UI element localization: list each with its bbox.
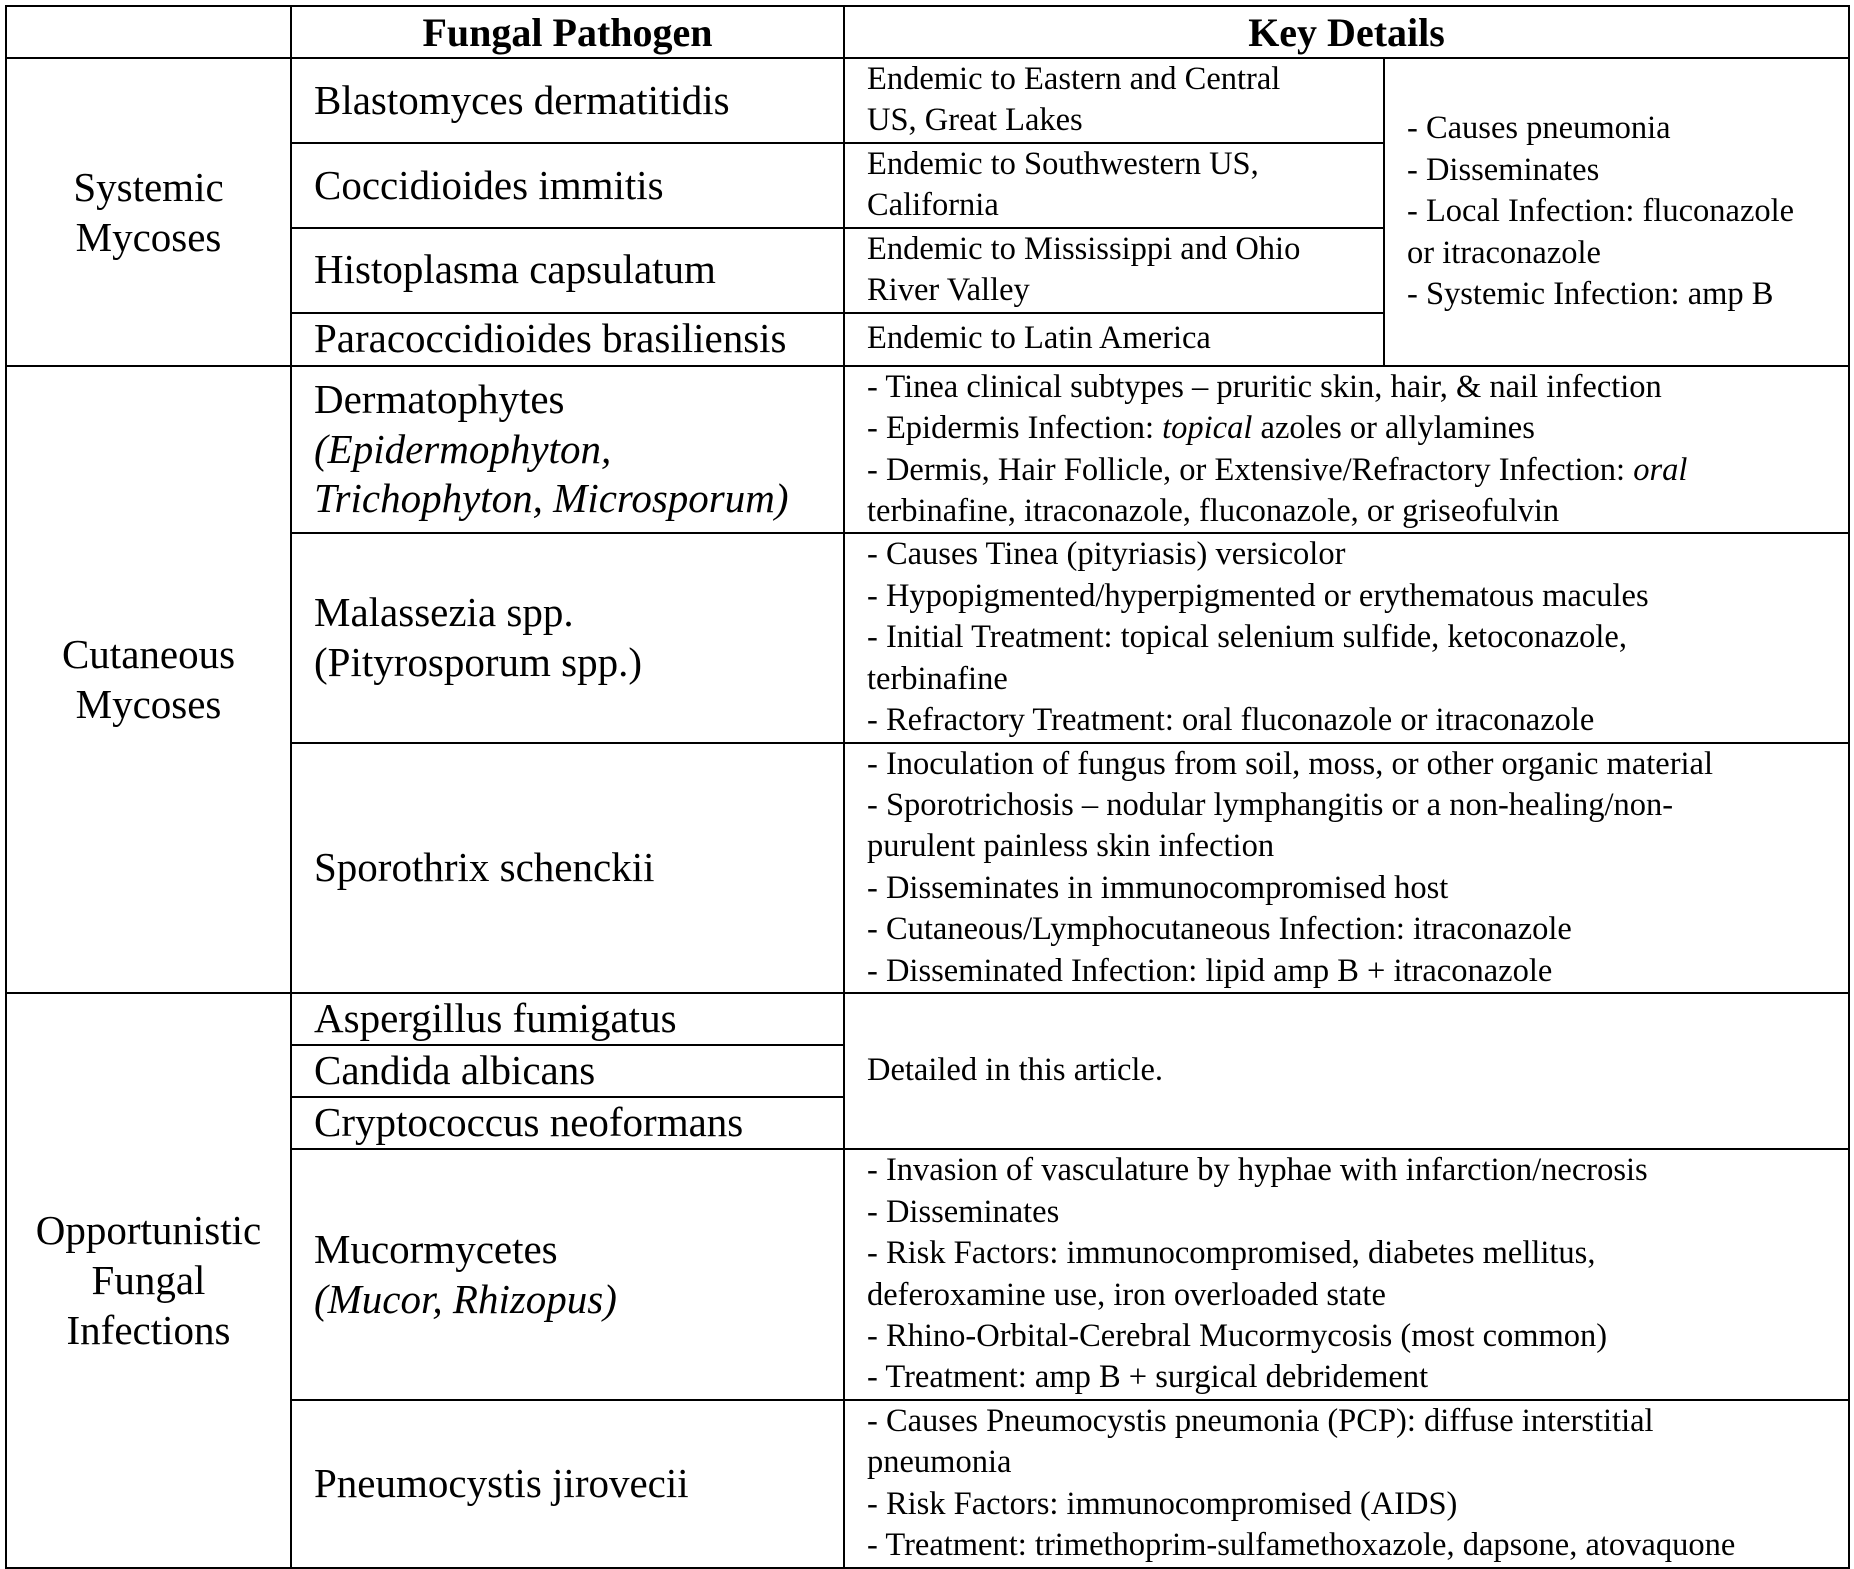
pneumocystis-details: - Causes Pneumocystis pneumonia (PCP): diffuse interstitial pneumonia - Risk Factors: immunocompromised (AIDS) - Treatment: trimethoprim-sulfamethoxazole, dapsone, atovaquone [844,1400,1849,1568]
pathogen-name: Cryptococcus neoformans [291,1097,844,1149]
pathogen-genera: Trichophyton, Microsporum) [314,475,789,522]
pathogen-dermatophytes [291,366,844,534]
table-row [6,58,1849,143]
category-label: Cutaneous [61,631,236,678]
category-opportunistic-fungal-infections [6,993,291,1567]
pathogen-name: Blastomyces dermatitidis [291,58,844,143]
pathogen-name: Mucormycetes [314,1225,558,1272]
systemic-shared-details: - Causes pneumonia - Disseminates - Local Infection: fluconazole or itraconazole - Systemic Infection: amp B [1384,58,1849,366]
pathogen-malassezia [291,533,844,742]
pathogen-name: Histoplasma capsulatum [291,228,844,313]
mucormycetes-details: - Invasion of vasculature by hyphae with infarction/necrosis - Disseminates - Risk Factors: immunocompromised, diabetes mellitus, deferoxamine use, iron overloaded state - Rhino-Orbital-Cerebral Mucormycosis (most common) - Treatment: amp B + surgical debridement [844,1149,1849,1400]
header-key-details: Key Details [844,6,1849,58]
endemic-location: Endemic to Southwestern US, California [844,143,1384,228]
header-row [6,6,1849,58]
dermatophytes-details: - Tinea clinical subtypes – pruritic skin, hair, & nail infection - Epidermis Infection: topical azoles or allylamines - Dermis, Hair Follicle, or Extensive/Refractory Infection: oral terbinafine, itraconazole, fluconazole, or griseofulvin [844,366,1849,534]
category-systemic-mycoses [6,58,291,366]
category-label: Mycoses [75,213,222,260]
pathogen-genera: (Mucor, Rhizopus) [314,1275,617,1322]
pathogen-name: Sporothrix schenckii [291,743,844,994]
category-label: Fungal [91,1257,206,1304]
table-row [6,993,1849,1045]
category-cutaneous-mycoses [6,366,291,994]
category-label: Infections [66,1307,231,1354]
pathogen-name: Aspergillus fumigatus [291,993,844,1045]
header-fungal-pathogen: Fungal Pathogen [291,6,844,58]
pathogen-mucormycetes [291,1149,844,1400]
sporothrix-details: - Inoculation of fungus from soil, moss, or other organic material - Sporotrichosis – nodular lymphangitis or a non-healing/non- purulent painless skin infection - Disseminates in immunocompromised host - Cutaneous/Lymphocutaneous Infection: itraconazole - Disseminated Infection: lipid amp B + itraconazole [844,743,1849,994]
fungal-pathogens-table [5,5,1850,1569]
pathogen-name: Paracoccidioides brasiliensis [291,313,844,366]
category-label: Systemic [73,163,224,210]
pathogen-name: Candida albicans [291,1045,844,1097]
pathogen-name: Dermatophytes [314,376,565,423]
category-label: Opportunistic [35,1207,262,1254]
pathogen-name: Coccidioides immitis [291,143,844,228]
pathogen-synonym: (Pityrosporum spp.) [314,638,642,685]
pathogen-name: Malassezia spp. [314,589,574,636]
pathogen-genera: (Epidermophyton, [314,425,612,472]
endemic-location: Endemic to Mississippi and Ohio River Valley [844,228,1384,313]
group-details: Detailed in this article. [844,993,1849,1149]
endemic-location: Endemic to Latin America [844,313,1384,366]
endemic-location: Endemic to Eastern and Central US, Great Lakes [844,58,1384,143]
category-label: Mycoses [75,681,222,728]
header-category [6,6,291,58]
malassezia-details: - Causes Tinea (pityriasis) versicolor - Hypopigmented/hyperpigmented or erythematous macules - Initial Treatment: topical selenium sulfide, ketoconazole, terbinafine - Refractory Treatment: oral fluconazole or itraconazole [844,533,1849,742]
table-row [6,366,1849,534]
pathogen-name: Pneumocystis jirovecii [291,1400,844,1568]
